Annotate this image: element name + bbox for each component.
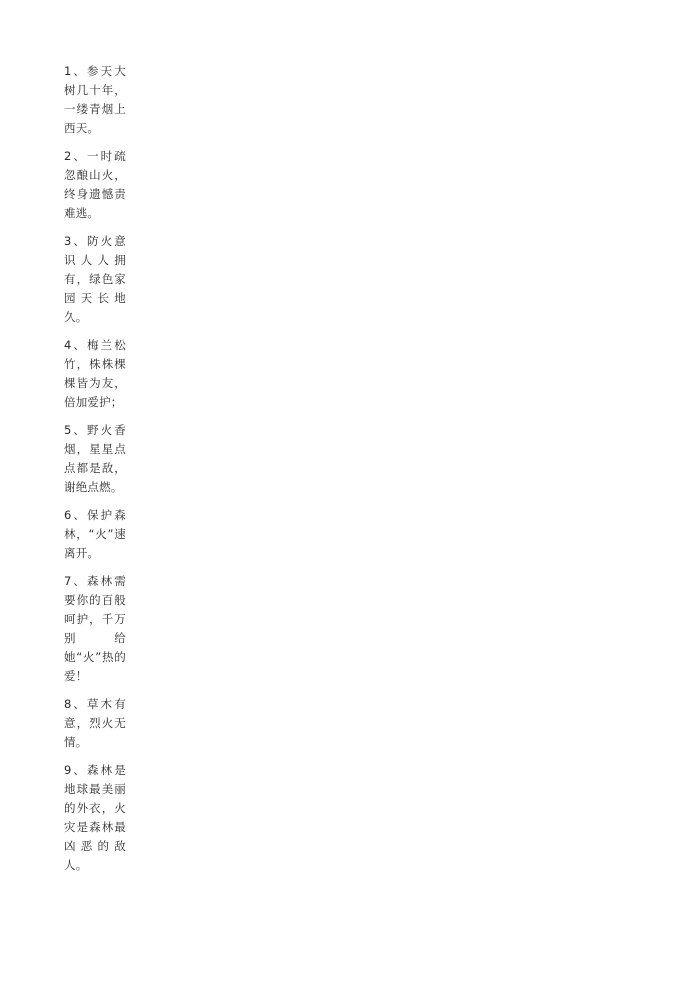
paragraph: 1、参天大树几十年，一缕青烟上西天。 xyxy=(64,64,126,135)
paragraph: 2、一时疏忽酿山火，终身遗憾责难逃。 xyxy=(64,149,126,220)
paragraph: 6、保护森林，“火”速离开。 xyxy=(64,508,126,560)
text-column xyxy=(64,62,126,875)
paragraph: 8、草木有意，烈火无情。 xyxy=(64,697,126,749)
paragraph: 9、森林是地球最美丽的外衣，火灾是森林最凶恶的敌人。 xyxy=(64,763,126,872)
paragraph: 4、梅兰松竹，株株棵棵皆为友，倍加爱护； xyxy=(64,338,126,409)
paragraph: 7、森林需要你的百般呵护，千万别给她“火”热的爱！ xyxy=(64,574,126,683)
paragraph: 5、野火香烟，星星点点都是敌，谢绝点燃。 xyxy=(64,423,126,494)
paragraph: 3、防火意识人人拥有，绿色家园天长地久。 xyxy=(64,234,126,324)
